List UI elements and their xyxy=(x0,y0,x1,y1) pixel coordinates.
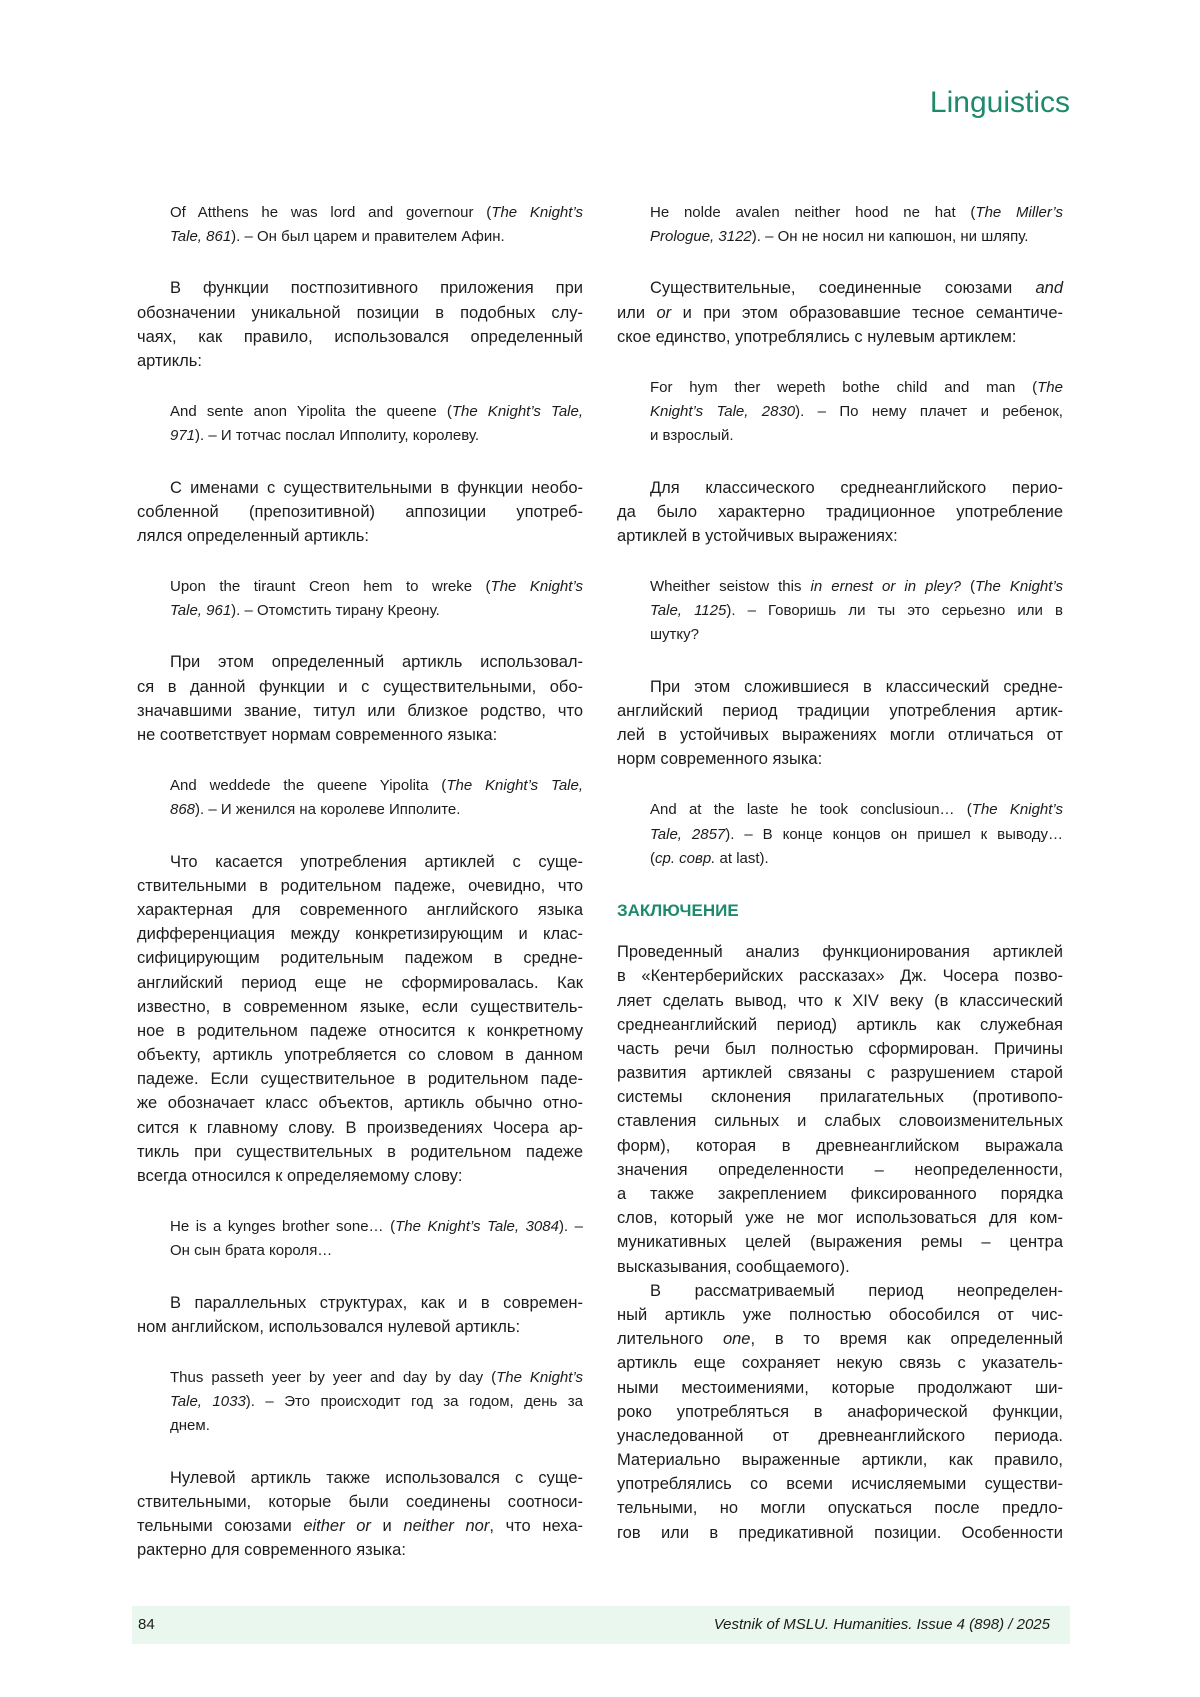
text-line xyxy=(137,301,583,325)
text-line xyxy=(617,476,1063,500)
quotation-block xyxy=(137,1366,583,1439)
text-segment: Wheither seistow this xyxy=(650,578,811,595)
paragraph xyxy=(617,1279,1063,1545)
text-segment: муникативных целей (выражения ремы – центра xyxy=(617,1233,1063,1251)
text-line xyxy=(617,989,1063,1013)
italic-text: Tale, 961 xyxy=(170,602,231,619)
text-segment: развития артиклей связаны с разрушением старой xyxy=(617,1064,1063,1082)
text-line xyxy=(170,424,583,448)
text-line xyxy=(137,1043,583,1067)
paragraph xyxy=(617,276,1063,349)
text-line xyxy=(137,850,583,874)
text-segment: ское единство, употреблялись с нулевым артиклем: xyxy=(617,328,1016,346)
text-line xyxy=(170,225,583,249)
text-segment: характерная для современного английского языка xyxy=(137,901,583,919)
italic-text: Tale, 861 xyxy=(170,228,231,245)
italic-text: either or xyxy=(303,1517,371,1535)
text-segment: падеже. Если существительное в родительном паде- xyxy=(137,1070,583,1088)
text-line xyxy=(137,675,583,699)
text-line xyxy=(617,301,1063,325)
text-line xyxy=(617,1351,1063,1375)
text-line xyxy=(617,1424,1063,1448)
text-segment: Нулевой артикль также использовался с суще- xyxy=(170,1469,583,1487)
text-segment: ). – Он был царем и правителем Афин. xyxy=(231,228,505,245)
text-segment: Thus passeth yeer by yeer and day by day ( xyxy=(170,1369,496,1386)
quotation-block xyxy=(137,400,583,448)
text-segment: чаях, как правило, использовался определенный xyxy=(137,328,583,346)
text-line xyxy=(137,922,583,946)
text-segment: And at the laste he took conclusioun… ( xyxy=(650,801,972,818)
text-segment: ЗАКЛЮЧЕНИЕ xyxy=(617,901,739,920)
text-segment: известно, в современном языке, если существитель- xyxy=(137,998,583,1016)
text-line xyxy=(617,1158,1063,1182)
text-segment: ). – И тотчас послал Ипполиту, королеву. xyxy=(195,427,479,444)
text-line xyxy=(650,376,1063,400)
text-line xyxy=(617,1376,1063,1400)
text-line xyxy=(137,1315,583,1339)
text-segment: а также закреплением фиксированного порядка xyxy=(617,1185,1063,1203)
text-segment: часть речи был полностью сформирован. Причины xyxy=(617,1040,1063,1058)
text-line xyxy=(650,225,1063,249)
text-segment: артикль еще сохраняет некую связь с указатель- xyxy=(617,1354,1063,1372)
text-line xyxy=(170,599,583,623)
paragraph xyxy=(617,940,1063,1279)
text-segment: и взрослый. xyxy=(650,427,734,444)
text-segment: ). – И женился на королеве Ипполите. xyxy=(195,801,460,818)
text-segment: собленной (препозитивной) аппозиции употреб- xyxy=(137,503,583,521)
text-line xyxy=(170,774,583,798)
italic-text: or xyxy=(656,304,671,322)
text-segment: значения определенности – неопределенности, xyxy=(617,1161,1063,1179)
italic-text: ср. совр. xyxy=(655,850,715,867)
text-segment: ляет сделать вывод, что к XIV веку (в классический xyxy=(617,992,1063,1010)
text-segment: ). – Отомстить тирану Креону. xyxy=(231,602,440,619)
text-segment: гов или в предикативной позиции. Особенности xyxy=(617,1524,1063,1542)
text-line xyxy=(617,1327,1063,1351)
text-segment: объекту, артикль употребляется со словом в данном xyxy=(137,1046,583,1064)
italic-text: The Knight’s xyxy=(972,801,1063,818)
text-line xyxy=(617,675,1063,699)
paragraph xyxy=(137,1466,583,1563)
quotation-block xyxy=(137,1215,583,1263)
text-segment: лялся определенный артикль: xyxy=(137,527,369,545)
text-line xyxy=(650,823,1063,847)
text-segment: сится к главному слову. В произведениях Чосера ар- xyxy=(137,1119,583,1137)
text-segment: ное в родительном падеже относится к конкретному xyxy=(137,1022,583,1040)
text-segment: ся в данной функции и с существительными, обо- xyxy=(137,678,583,696)
text-line xyxy=(137,898,583,922)
text-line xyxy=(617,1521,1063,1545)
text-line xyxy=(137,874,583,898)
italic-text: in ernest or in pley? xyxy=(811,578,961,595)
text-segment: He is a kynges brother sone… ( xyxy=(170,1218,395,1235)
text-line xyxy=(137,699,583,723)
italic-text: The Knight’s xyxy=(491,578,583,595)
paragraph xyxy=(137,650,583,747)
text-segment: ( xyxy=(650,850,655,867)
text-line xyxy=(137,1466,583,1490)
text-line xyxy=(170,1239,583,1263)
text-segment: ). – Говоришь ли ты это серьезно или в xyxy=(726,602,1063,619)
text-segment: среднеанглийский период) артикль как служебная xyxy=(617,1016,1063,1034)
text-segment: английский период традиции употребления артик- xyxy=(617,702,1063,720)
text-line xyxy=(617,1206,1063,1230)
text-segment: Он сын брата короля… xyxy=(170,1242,332,1259)
text-line xyxy=(650,623,1063,647)
right-column xyxy=(617,201,1063,1545)
text-segment: дифференциация между конкретизирующим и клас- xyxy=(137,925,583,943)
text-line xyxy=(617,1279,1063,1303)
text-segment: норм современного языка: xyxy=(617,750,822,768)
quotation-block xyxy=(617,201,1063,249)
text-segment: не соответствует нормам современного языка: xyxy=(137,726,497,744)
italic-text: 971 xyxy=(170,427,195,444)
section-title: Linguistics xyxy=(930,86,1070,120)
text-segment: ными местоимениями, которые продолжают ши- xyxy=(617,1379,1063,1397)
text-line xyxy=(170,1414,583,1438)
text-segment: ный артикль уже полностью обособился от чис- xyxy=(617,1306,1063,1324)
text-line xyxy=(617,276,1063,300)
text-segment: форм), которая в древнеанглийском выражала xyxy=(617,1137,1063,1155)
text-line xyxy=(617,524,1063,548)
text-segment: В рассматриваемый период неопределен- xyxy=(650,1282,1063,1300)
text-segment: артиклей в устойчивых выражениях: xyxy=(617,527,898,545)
text-line xyxy=(170,798,583,822)
text-segment: высказывания, сообщаемого). xyxy=(617,1258,850,1276)
text-line xyxy=(617,1061,1063,1085)
text-segment: употреблялись со всеми исчисляемыми существи- xyxy=(617,1475,1063,1493)
text-segment: ном английском, использовался нулевой артикль: xyxy=(137,1318,520,1336)
text-line xyxy=(650,847,1063,871)
text-segment: ). – Это происходит год за годом, день за xyxy=(246,1393,583,1410)
quotation-block xyxy=(617,575,1063,648)
text-segment: унаследованной от древнеанглийского периода. xyxy=(617,1427,1063,1445)
text-line xyxy=(137,500,583,524)
page-footer xyxy=(132,1606,1070,1644)
text-line xyxy=(617,723,1063,747)
italic-text: The Knight’s Tale, xyxy=(446,777,583,794)
text-line xyxy=(617,1085,1063,1109)
text-line xyxy=(617,1109,1063,1133)
text-line xyxy=(170,575,583,599)
left-column xyxy=(137,201,583,1562)
text-line xyxy=(137,971,583,995)
quotation-block xyxy=(617,376,1063,449)
text-line xyxy=(617,747,1063,771)
text-segment: ). – xyxy=(559,1218,583,1235)
text-segment: английский период еще не сформировалась. Как xyxy=(137,974,583,992)
italic-text: Tale, 1125 xyxy=(650,602,726,619)
italic-text: Knight’s Tale, 2830 xyxy=(650,403,795,420)
text-segment: лительного xyxy=(617,1330,723,1348)
text-segment: обозначении уникальной позиции в подобных слу- xyxy=(137,304,583,322)
text-line xyxy=(617,899,1063,923)
text-line xyxy=(617,500,1063,524)
text-segment: же обозначает класс объектов, артикль обычно отно- xyxy=(137,1094,583,1112)
text-line xyxy=(137,1538,583,1562)
text-segment: Материально выраженные артикли, как правило, xyxy=(617,1451,1063,1469)
text-line xyxy=(170,400,583,424)
text-line xyxy=(617,1230,1063,1254)
text-segment: тельными союзами xyxy=(137,1517,303,1535)
text-line xyxy=(617,1182,1063,1206)
text-segment: Существительные, соединенные союзами xyxy=(650,279,1035,297)
text-segment: тельными, но могли опускаться после предло- xyxy=(617,1499,1063,1517)
text-line xyxy=(170,1366,583,1390)
text-segment: всегда относился к определяемому слову: xyxy=(137,1167,462,1185)
text-line xyxy=(137,995,583,1019)
text-segment: ствительными в родительном падеже, очевидно, что xyxy=(137,877,583,895)
text-line xyxy=(137,946,583,970)
text-segment: значавшими звание, титул или близкое родство, что xyxy=(137,702,583,720)
text-line xyxy=(137,1067,583,1091)
text-segment: ). – В конце концов он пришел к выводу… xyxy=(725,826,1063,843)
paragraph xyxy=(137,276,583,373)
text-segment: He nolde avalen neither hood ne hat ( xyxy=(650,204,975,221)
text-segment: ). – По нему плачет и ребенок, xyxy=(795,403,1063,420)
text-line xyxy=(617,1448,1063,1472)
text-segment: слов, который уже не мог использоваться для ком- xyxy=(617,1209,1063,1227)
text-segment: ставления сильных и слабых словоизменительных xyxy=(617,1112,1063,1130)
text-line xyxy=(137,1116,583,1140)
paragraph xyxy=(617,476,1063,549)
text-line xyxy=(650,201,1063,225)
text-line xyxy=(617,699,1063,723)
text-segment: тикль при существительных в родительном падеже xyxy=(137,1143,583,1161)
paragraph xyxy=(137,476,583,549)
italic-text: The Knight’s Tale, 3084 xyxy=(395,1218,559,1235)
text-line xyxy=(650,599,1063,623)
text-segment: , в то время как определенный xyxy=(750,1330,1063,1348)
text-line xyxy=(617,1400,1063,1424)
text-segment: Проведенный анализ функционирования артиклей xyxy=(617,943,1063,961)
text-segment: в «Кентерберийских рассказах» Дж. Чосера позво- xyxy=(617,967,1063,985)
paragraph xyxy=(137,1291,583,1339)
italic-text: neither nor xyxy=(403,1517,489,1535)
text-segment: При этом определенный артикль использовал- xyxy=(170,653,583,671)
italic-text: and xyxy=(1035,279,1063,297)
text-line xyxy=(137,325,583,349)
text-segment: , что неха- xyxy=(489,1517,583,1535)
italic-text: Tale, 2857 xyxy=(650,826,725,843)
text-line xyxy=(137,476,583,500)
text-line xyxy=(617,1037,1063,1061)
page-number: 84 xyxy=(138,1616,155,1633)
italic-text: one xyxy=(723,1330,751,1348)
text-line xyxy=(170,201,583,225)
text-line xyxy=(617,1134,1063,1158)
text-segment: Для классического среднеанглийского перио- xyxy=(650,479,1063,497)
text-line xyxy=(137,1490,583,1514)
italic-text: The Knight’s xyxy=(975,578,1063,595)
quotation-block xyxy=(137,575,583,623)
italic-text: The Miller’s xyxy=(975,204,1063,221)
journal-title: Vestnik of MSLU. Humanities. Issue 4 (898) / 2025 xyxy=(714,1616,1050,1633)
text-segment: лей в устойчивых выражениях могли отличаться от xyxy=(617,726,1063,744)
text-segment: днем. xyxy=(170,1417,210,1434)
italic-text: The xyxy=(1037,379,1063,396)
text-segment: и при этом образовавшие тесное семантиче- xyxy=(671,304,1063,322)
text-segment: системы склонения прилагательных (противопо- xyxy=(617,1088,1063,1106)
text-line xyxy=(137,650,583,674)
quotation-block xyxy=(137,774,583,822)
text-segment: at last). xyxy=(715,850,768,867)
text-line xyxy=(617,940,1063,964)
text-line xyxy=(137,1140,583,1164)
text-segment: шутку? xyxy=(650,626,699,643)
text-segment: При этом сложившиеся в классический средне- xyxy=(650,678,1063,696)
text-segment: And sente anon Yipolita the queene ( xyxy=(170,403,452,420)
text-line xyxy=(170,1390,583,1414)
text-line xyxy=(137,276,583,300)
text-line xyxy=(650,400,1063,424)
text-segment: Of Atthens he was lord and governour ( xyxy=(170,204,491,221)
text-segment: ствительными, которые были соединены соотноси- xyxy=(137,1493,583,1511)
text-line xyxy=(137,1091,583,1115)
text-segment: Upon the tiraunt Creon hem to wreke ( xyxy=(170,578,491,595)
text-line xyxy=(650,424,1063,448)
text-line xyxy=(137,723,583,747)
text-segment: В параллельных структурах, как и в современ- xyxy=(170,1294,583,1312)
text-segment: ( xyxy=(961,578,975,595)
text-segment: рактерно для современного языка: xyxy=(137,1541,406,1559)
italic-text: Tale, 1033 xyxy=(170,1393,246,1410)
text-line xyxy=(617,1255,1063,1279)
quotation-block xyxy=(137,201,583,249)
text-line xyxy=(137,524,583,548)
text-segment: сифицирующим родительным падежом в средне- xyxy=(137,949,583,967)
text-line xyxy=(617,1303,1063,1327)
quotation-block xyxy=(617,798,1063,871)
text-line xyxy=(617,325,1063,349)
section-heading xyxy=(617,899,1063,923)
text-segment: и xyxy=(371,1517,404,1535)
text-line xyxy=(137,349,583,373)
text-segment: And weddede the queene Yipolita ( xyxy=(170,777,446,794)
italic-text: The Knight’s xyxy=(491,204,583,221)
text-line xyxy=(650,798,1063,822)
text-segment: В функции постпозитивного приложения при xyxy=(170,279,583,297)
italic-text: The Knight’s Tale, xyxy=(452,403,583,420)
text-segment: С именами с существительными в функции необо- xyxy=(170,479,583,497)
text-line xyxy=(650,575,1063,599)
paragraph xyxy=(137,850,583,1189)
text-segment: артикль: xyxy=(137,352,202,370)
text-line xyxy=(617,1472,1063,1496)
text-segment: да было характерно традиционное употребление xyxy=(617,503,1063,521)
italic-text: 868 xyxy=(170,801,195,818)
text-line xyxy=(137,1291,583,1315)
text-line xyxy=(170,1215,583,1239)
text-line xyxy=(137,1164,583,1188)
text-line xyxy=(137,1019,583,1043)
italic-text: The Knight’s xyxy=(496,1369,583,1386)
text-segment: Что касается употребления артиклей с суще- xyxy=(170,853,583,871)
text-segment: роко употребляться в анафорической функции, xyxy=(617,1403,1063,1421)
text-line xyxy=(617,1013,1063,1037)
italic-text: Prologue, 3122 xyxy=(650,228,752,245)
text-segment: ). – Он не носил ни капюшон, ни шляпу. xyxy=(752,228,1029,245)
text-line xyxy=(617,1496,1063,1520)
text-segment: For hym ther wepeth bothe child and man ( xyxy=(650,379,1037,396)
text-line xyxy=(137,1514,583,1538)
text-line xyxy=(617,964,1063,988)
paragraph xyxy=(617,675,1063,772)
text-segment: или xyxy=(617,304,656,322)
